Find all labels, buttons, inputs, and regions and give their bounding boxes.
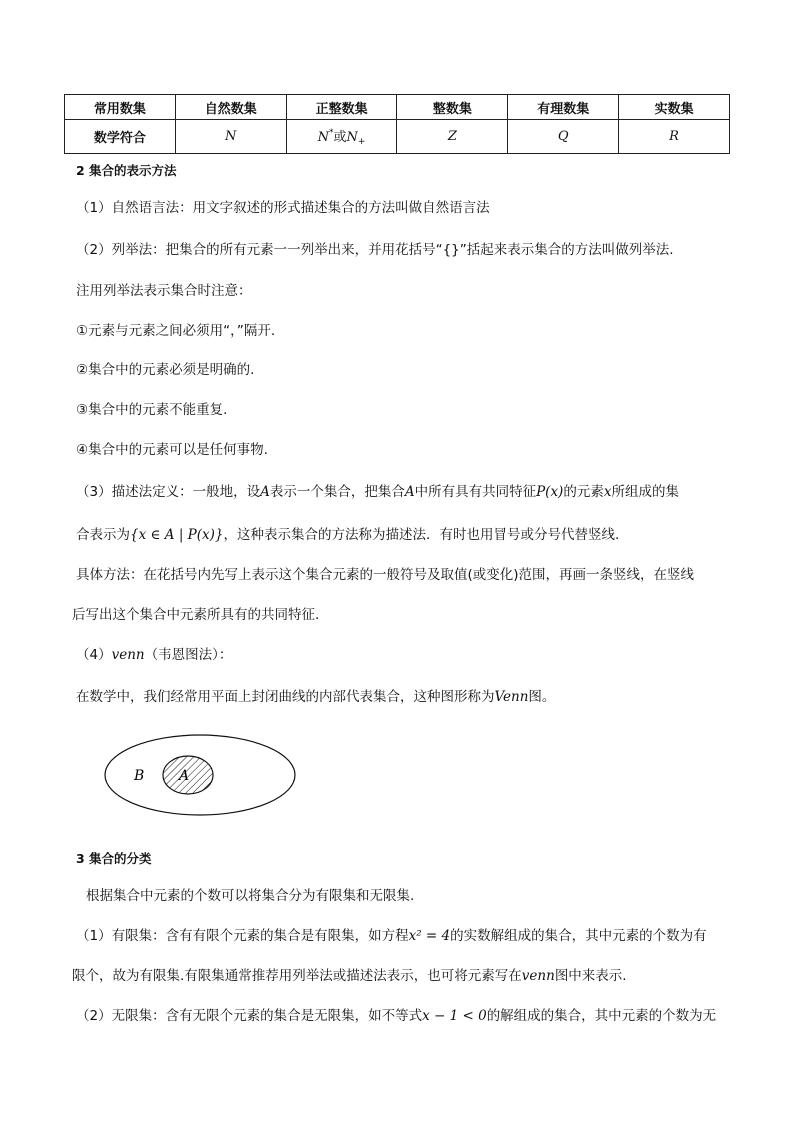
math-p-of-x: P(x) bbox=[536, 484, 564, 500]
note-item-1: ①元素与元素之间必须用“，”隔开. bbox=[76, 323, 276, 339]
math-a: A bbox=[260, 484, 270, 500]
note-item-4: ④集合中的元素可以是任何事物. bbox=[76, 442, 268, 458]
symbol-positive-integer bbox=[286, 120, 397, 154]
table-header-cell: 整数集 bbox=[397, 95, 508, 120]
paragraph-description-line-2 bbox=[76, 526, 619, 544]
text-span: （4） bbox=[76, 647, 112, 663]
venn-label-a: A bbox=[179, 768, 190, 784]
paragraph-finite-line-1 bbox=[76, 927, 707, 945]
text-span: （3）描述法定义：一般地，设 bbox=[76, 484, 261, 500]
math-venn-word: Venn bbox=[494, 689, 529, 705]
math-venn: venn bbox=[521, 968, 555, 984]
table-header-cell: 常用数集 bbox=[65, 95, 176, 120]
symbol-integer: Z bbox=[397, 120, 508, 154]
symbol-n-plus: N bbox=[346, 130, 358, 145]
table-header-row bbox=[65, 95, 730, 120]
text-span: （2）无限集：含有无限个元素的集合是无限集，如不等式 bbox=[76, 1008, 423, 1024]
text-span: 合表示为 bbox=[76, 527, 130, 543]
symbol-natural: N bbox=[175, 120, 286, 154]
table-row-label: 数学符合 bbox=[65, 120, 176, 154]
text-span: 限个，故为有限集.有限集通常推荐用列举法或描述法表示，也可将元素写在 bbox=[72, 968, 522, 984]
number-sets-table bbox=[64, 94, 730, 154]
paragraph-classification-intro: 根据集合中元素的个数可以将集合分为有限集和无限集. bbox=[86, 888, 415, 904]
paragraph-finite-line-2 bbox=[72, 967, 627, 985]
paragraph-natural-language: （1）自然语言法：用文字叙述的形式描述集合的方法叫做自然语言法 bbox=[76, 200, 490, 216]
method-line-1: 具体方法：在花括号内先写上表示这个集合元素的一般符号及取值(或变化)范围，再画一条竖线，在竖线 bbox=[76, 567, 695, 583]
symbol-real: R bbox=[619, 120, 730, 154]
text-span: （1）有限集：含有有限个元素的集合是有限集，如方程 bbox=[76, 928, 409, 944]
note-item-3: ③集合中的元素不能重复. bbox=[76, 402, 228, 418]
math-venn: venn bbox=[111, 647, 145, 663]
venn-diagram bbox=[100, 730, 300, 820]
note-item-2: ②集合中的元素必须是明确的. bbox=[76, 362, 255, 378]
table-row bbox=[65, 120, 730, 154]
text-span: 图。 bbox=[528, 689, 556, 705]
text-span: 在数学中，我们经常用平面上封闭曲线的内部代表集合，这种图形称为 bbox=[76, 689, 495, 705]
table-header-cell: 自然数集 bbox=[175, 95, 286, 120]
text-span: 的元素 bbox=[563, 484, 604, 500]
math-equation: x² = 4 bbox=[408, 928, 451, 944]
table-header-cell: 正整数集 bbox=[286, 95, 397, 120]
venn-label-b: B bbox=[134, 768, 145, 784]
method-line-2: 后写出这个集合中元素所具有的共同特征. bbox=[72, 607, 320, 623]
subscript-plus: + bbox=[357, 137, 366, 147]
text-span: 所组成的集 bbox=[611, 484, 679, 500]
superscript-star: * bbox=[329, 128, 334, 138]
math-set-builder: {x ∈ A | P(x)} bbox=[130, 527, 224, 543]
symbol-rational: Q bbox=[508, 120, 619, 154]
section-2-heading: 2 集合的表示方法 bbox=[76, 163, 177, 178]
symbol-n-star: N bbox=[317, 130, 330, 145]
text-span: 的实数解组成的集合，其中元素的个数为有 bbox=[450, 928, 707, 944]
text-span: 的解组成的集合，其中元素的个数为无 bbox=[486, 1008, 717, 1024]
paragraph-venn-title bbox=[76, 646, 232, 664]
paragraph-description-line-1 bbox=[76, 483, 679, 501]
note-title: 注用列举法表示集合时注意： bbox=[76, 283, 252, 299]
math-inequality: x − 1 < 0 bbox=[422, 1008, 487, 1024]
math-x: x bbox=[603, 484, 612, 500]
paragraph-venn-definition bbox=[76, 688, 555, 706]
text-span: （韦恩图法）： bbox=[144, 647, 233, 663]
paragraph-enumeration: （2）列举法：把集合的所有元素一一列举出来，并用花括号“{}”括起来表示集合的方法叫做列举法. bbox=[76, 242, 674, 258]
section-3-heading: 3 集合的分类 bbox=[76, 851, 152, 866]
paragraph-infinite-line-1 bbox=[76, 1007, 716, 1025]
table-header-cell: 有理数集 bbox=[508, 95, 619, 120]
text-span: ，这种表示集合的方法称为描述法．有时也用冒号或分号代替竖线. bbox=[223, 527, 620, 543]
math-a: A bbox=[404, 484, 415, 500]
table-header-cell: 实数集 bbox=[619, 95, 730, 120]
or-word: 或 bbox=[333, 130, 347, 145]
text-span: 中所有具有共同特征 bbox=[414, 484, 537, 500]
text-span: 图中来表示. bbox=[554, 968, 627, 984]
text-span: 表示一个集合，把集合 bbox=[269, 484, 405, 500]
